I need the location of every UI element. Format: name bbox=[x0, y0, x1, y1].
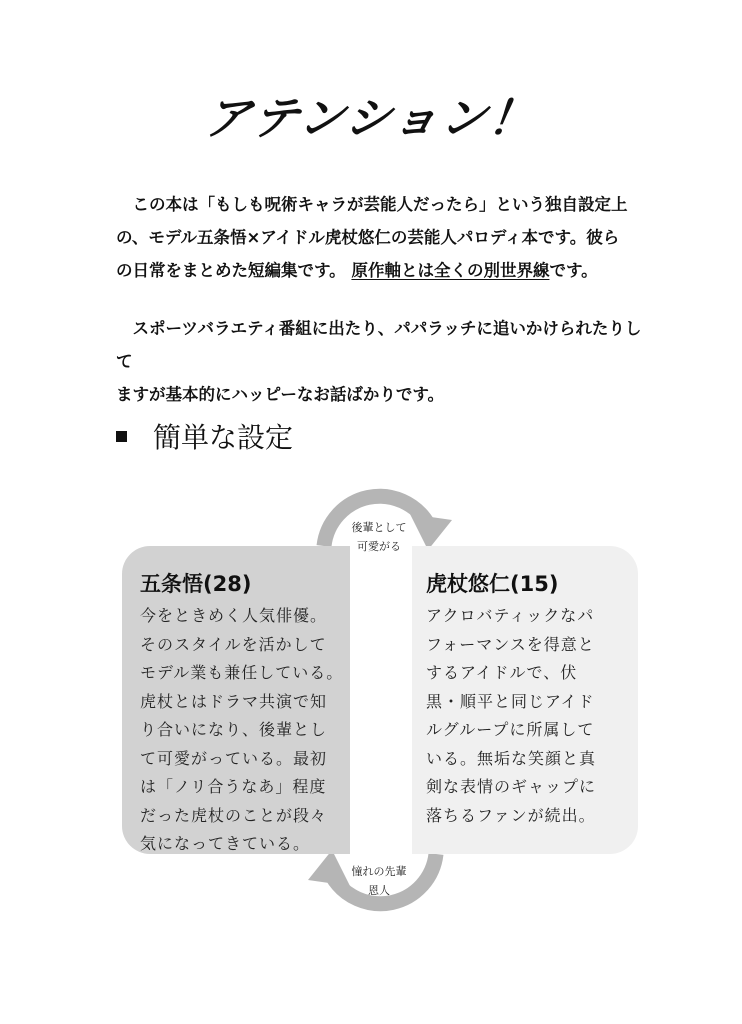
desc-line: は「ノリ合うなあ」程度 bbox=[140, 777, 327, 796]
desc-line: いる。無垢な笑顔と真 bbox=[426, 748, 597, 768]
character-name-gojo: 五条悟(28) bbox=[140, 572, 252, 596]
desc-line: フォーマンスを得意と bbox=[426, 634, 595, 654]
relation-label-bottom bbox=[334, 862, 424, 900]
page-title: アテンション！ bbox=[200, 91, 541, 145]
desc-line: 剣な表情のギャップに bbox=[426, 777, 597, 796]
desc-line: だった虎杖のことが段々 bbox=[140, 805, 328, 825]
relation-bottom-line-1: 憧れの先輩 bbox=[351, 865, 407, 878]
character-name-itadori: 虎杖悠仁(15) bbox=[426, 572, 559, 596]
intro-line-2: の、モデル五条悟×アイドル虎杖悠仁の芸能人パロディ本です。彼ら bbox=[116, 228, 620, 247]
relation-top-line-2: 可愛がる bbox=[357, 540, 401, 553]
desc-line: て可愛がっている。最初 bbox=[140, 748, 328, 768]
desc-line: 今をときめく人気俳優。 bbox=[140, 606, 328, 625]
section-heading bbox=[116, 416, 293, 456]
desc-line: そのスタイルを活かして bbox=[140, 634, 327, 654]
desc-line: 黒・順平と同じアイド bbox=[426, 691, 595, 711]
underlined-phrase: 原作軸とは全くの別世界線 bbox=[351, 261, 550, 280]
note-line-2: ますが基本的にハッピーなお話ばかりです。 bbox=[116, 385, 445, 404]
character-card-gojo bbox=[122, 546, 350, 854]
intro-line-3: の日常をまとめた短編集です。 bbox=[116, 261, 346, 280]
note-line-1: スポーツバラエティ番組に出たり、パパラッチに追いかけられたりして bbox=[116, 319, 642, 371]
square-bullet-icon bbox=[116, 431, 127, 442]
character-desc-itadori bbox=[426, 602, 638, 830]
intro-line-3-tail: です。 bbox=[549, 261, 598, 280]
intro-line-1: この本は「もしも呪術キャラが芸能人だったら」という独自設定上 bbox=[132, 195, 628, 214]
desc-line: ルグループに所属して bbox=[426, 720, 595, 739]
character-card-itadori bbox=[412, 546, 638, 854]
desc-line: 落ちるファンが続出。 bbox=[426, 805, 596, 825]
relation-bottom-line-2: 恩人 bbox=[368, 884, 390, 897]
note-paragraph bbox=[116, 312, 656, 411]
desc-line: モデル業も兼任している。 bbox=[140, 663, 344, 682]
desc-line: するアイドルで、伏 bbox=[426, 663, 578, 682]
relation-label-top bbox=[334, 518, 424, 556]
desc-line: アクロバティックなパ bbox=[426, 606, 595, 625]
desc-line: り合いになり、後輩とし bbox=[140, 720, 328, 739]
section-title: 簡単な設定 bbox=[153, 421, 294, 454]
desc-line: 気になってきている。 bbox=[140, 834, 311, 853]
desc-line: 虎杖とはドラマ共演で知 bbox=[140, 691, 328, 711]
relation-top-line-1: 後輩として bbox=[351, 521, 407, 534]
character-desc-gojo bbox=[140, 602, 350, 859]
intro-paragraph bbox=[116, 188, 656, 287]
